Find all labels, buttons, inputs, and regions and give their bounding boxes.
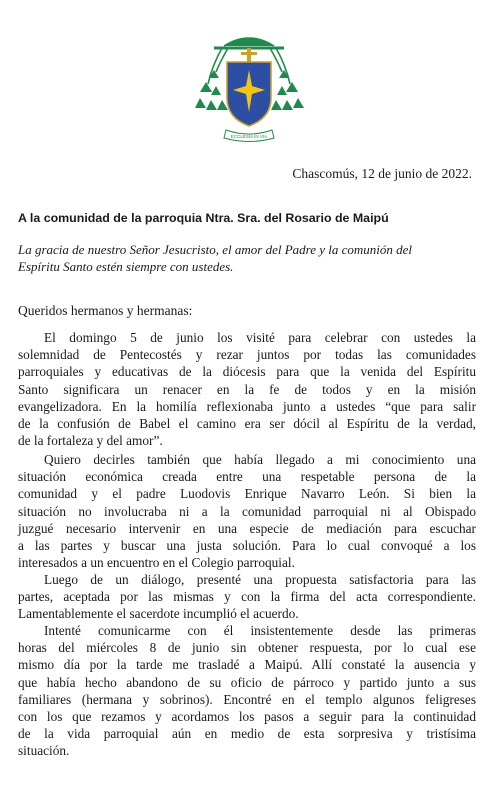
text-line: El domingo 5 de junio los visité para celebrar con ustedes la <box>44 330 476 345</box>
letter-addressee: A la comunidad de la parroquia Ntra. Sra. del Rosario de Maipú <box>18 211 389 225</box>
text-line: Quiero decirles también que había llegado a mi conocimiento una <box>44 452 476 467</box>
blessing-line-1: La gracia de nuestro Señor Jesucristo, el amor del Padre y la comunión del <box>18 242 413 257</box>
text-line: horas del miércoles 8 de junio sin obtener respuesta, por lo cual ese <box>18 640 476 656</box>
text-line: con los que rezamos y acordamos los pasos a seguir para la continuidad <box>18 709 476 725</box>
text-line: de la fortaleza y del amor”. <box>18 433 163 449</box>
text-line: de la confusión de Babel el camino era ser dócil al Espíritu de la verdad, <box>18 416 476 432</box>
blessing-line-2: Espíritu Santo estén siempre con ustedes. <box>18 259 234 274</box>
paragraph-pentecost <box>18 329 476 449</box>
text-line: Santo significara un renacer en la fe de todos y en la misión <box>18 381 476 397</box>
text-line: familiares (hermana y sobrinos). Encontré en el templo algunos feligreses <box>18 691 476 707</box>
text-line: de la vida parroquial aún en medio de esta sorpresiva y tristísima <box>18 726 476 742</box>
letter-date: Chascomús, 12 de junio de 2022. <box>292 166 472 181</box>
text-line: situación no involucraba ni a la comunidad parroquial ni al Obispado <box>18 503 476 519</box>
text-line: Luego de un diálogo, presenté una propuesta satisfactoria para las <box>44 572 476 587</box>
text-line: comunidad y el padre Luodovis Enrique Navarro León. Si bien la <box>18 486 476 502</box>
text-line: situación económica creada entre una respetable persona de la <box>18 469 476 485</box>
paragraph-departure <box>18 622 476 760</box>
text-line: parroquiales y educativas de la diócesis para que la venida del Espíritu <box>18 364 476 380</box>
letter-salutation: Queridos hermanos y hermanas: <box>18 303 193 318</box>
text-line: partes, aceptada por las mismas y con la firma del acta correspondiente. <box>18 589 476 605</box>
text-line: situación. <box>18 743 70 759</box>
text-line: solemnidad de Pentecostés y rezar juntos por todas las comunidades <box>18 347 476 363</box>
text-line: interesados a un encuentro en el Colegio parroquial. <box>18 555 295 571</box>
text-line: evangelizadora. En la homilía reflexionaba junto a ustedes “que para salir <box>18 398 476 414</box>
text-line: Lamentablemente el sacerdote incumplió el acuerdo. <box>18 606 299 622</box>
text-line: que había hecho abandono de su oficio de párroco y partido junto a sus <box>18 674 476 690</box>
text-line: juzgué necesario intervenir en una especie de mediación para escuchar <box>18 520 476 536</box>
motto-ribbon-text: ECCLESIA IN VIA <box>230 134 268 139</box>
text-line: mismo día por la tarde me trasladé a Maipú. Allí constaté la ausencia y <box>18 657 476 673</box>
episcopal-coat-of-arms-icon <box>194 26 304 144</box>
text-line: Intenté comunicarme con él insistentemente desde las primeras <box>44 623 476 638</box>
paragraph-agreement <box>18 571 476 623</box>
paragraph-economic-situation <box>18 451 476 571</box>
text-line: a las partes y buscar una justa solución. Para lo cual convoqué a los <box>18 538 476 554</box>
